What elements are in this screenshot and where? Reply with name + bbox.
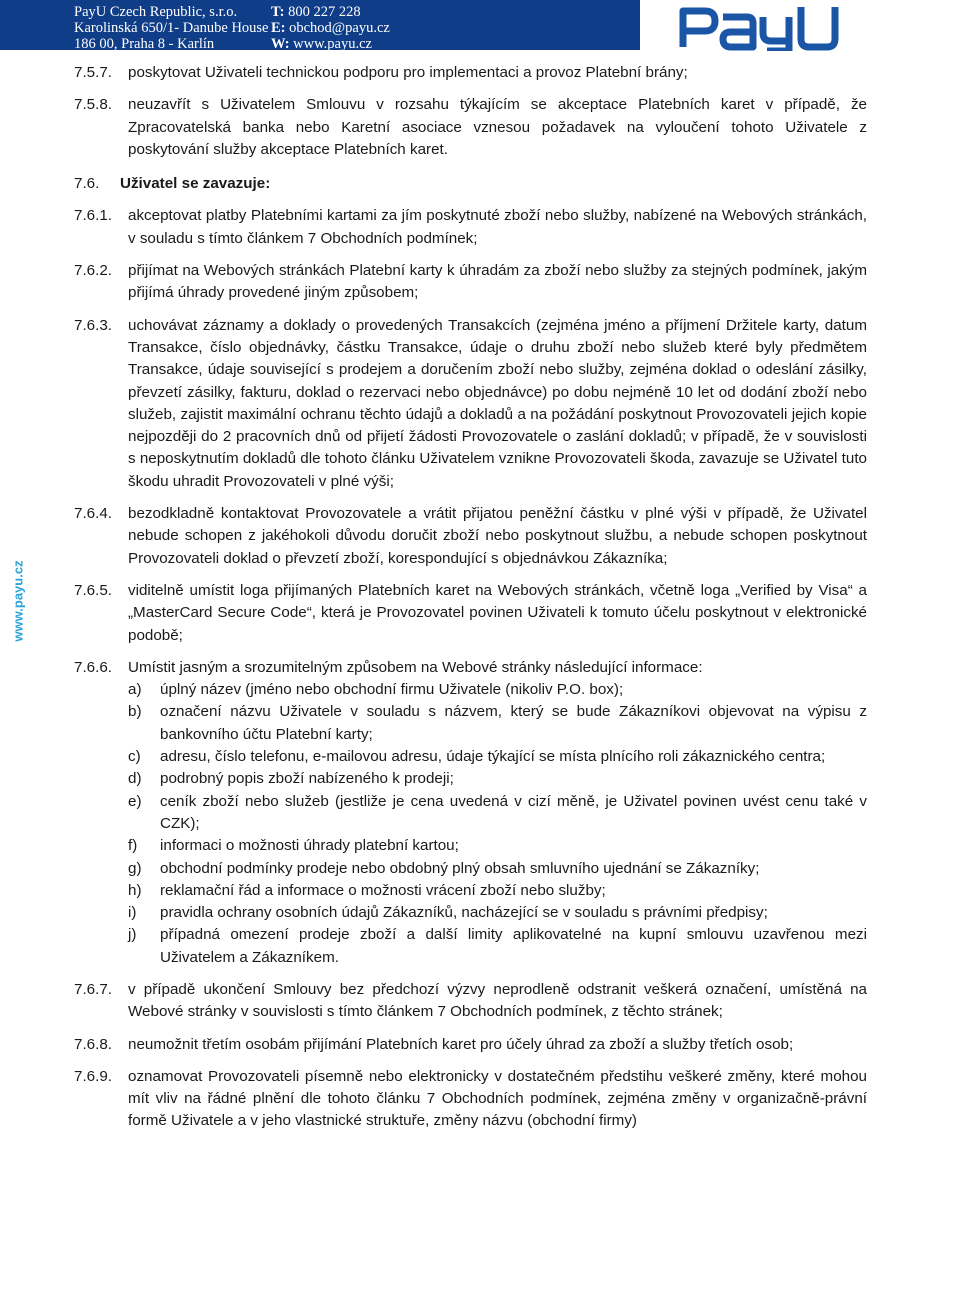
list-text: reklamační řád a informace o možnosti vrácení zboží nebo služby; [160,881,606,899]
list-item [128,880,867,902]
section-number: 7.6. [74,175,100,193]
company-city: 186 00, Praha 8 - Karlín [74,36,215,52]
clause-number: 7.6.7. [74,980,112,998]
clause-text: viditelně umístit loga přijímaných Platebních karet na Webových stránkách, včetně loga „Verified by Visa“ a „MasterCard Secure Code“, která je Provozovatel povinen Uživateli k tomuto účelu poskytnout v elektronické podobě; [128,581,867,644]
clause-number: 7.6.9. [74,1067,112,1085]
list-item [128,858,867,880]
company-address [74,4,269,52]
clause-text: v případě ukončení Smlouvy bez předchozí výzvy neprodleně odstranit veškerá označení, umístěná na Webové stránky v souvislosti s tímto článkem 7 Obchodních podmínek, z těchto stránek; [128,980,867,1021]
company-name: PayU Czech Republic, s.r.o. [74,4,238,20]
clause-text: neuzavřít s Uživatelem Smlouvu v rozsahu týkajícím se akceptace Platebních karet v případě, že Zpracovatelská banka nebo Karetní asociace vznesou požadavek na vyloučení tohoto Uživatele z poskytování služby akceptace Platebních karet. [128,96,867,158]
list-text: podrobný popis zboží nabízeného k prodeji; [160,770,454,788]
clause-text: bezodkladně kontaktovat Provozovatele a vrátit přijatou peněžní částku v plné výši v případě, že Uživatel nebude schopen z jakéhokoli důvodu doručit zboží nebo poskytnout službu, a nebude schopen poskytnout Provozovateli doklad o převzetí zboží, korespondující s objednávkou Zákazníka; [128,505,867,567]
list-text: adresu, číslo telefonu, e-mailovou adresu, údaje týkající se místa plnícího roli zákaznického centra; [160,748,826,766]
clause-number: 7.5.8. [74,96,112,114]
list-marker: i) [128,904,137,922]
list-item [128,835,867,857]
clause-7-5-8 [74,94,867,161]
list-marker: a) [128,681,142,699]
clause-number: 7.6.3. [74,316,112,334]
list-text: případná omezení prodeje zboží a další limity aplikovatelné na kupní smlouvu uzavřenou mezi Uživatelem a Zákazníkem. [160,926,867,966]
section-heading [74,173,867,195]
list-text: ceník zboží nebo služeb (jestliže je cena uvedená v cizí měně, je Uživatel povinen uvést cenu také v CZK); [160,792,867,832]
list-marker: b) [128,703,142,721]
clause-number: 7.6.2. [74,262,112,280]
section-title: Uživatel se zavazuje: [120,175,271,193]
clause-number: 7.6.8. [74,1035,112,1053]
clause-7-6-5 [74,580,867,647]
clause-body [128,657,867,969]
list-item [128,791,867,836]
list-text: úplný název (jméno nebo obchodní firmu Uživatele (nikoliv P.O. box); [160,681,624,699]
clause-text: neumožnit třetím osobám přijímání Platebních karet pro účely úhrad za zboží a služby třetích osob; [128,1035,794,1053]
list-marker: c) [128,748,141,766]
clause-7-6-2 [74,260,867,305]
list-item [128,746,867,768]
clause-number: 7.6.1. [74,207,112,225]
clause-text: přijímat na Webových stránkách Platební karty k úhradám za zboží nebo služby za stejných podmínek, jakým přijímá úhrady provedené jiným způsobem; [128,262,867,302]
list-marker: e) [128,792,142,810]
clause-7-6-3 [74,315,867,493]
list-text: pravidla ochrany osobních údajů Zákazníků, nacházející se v souladu s právními předpisy; [160,904,768,922]
list-marker: g) [128,859,142,877]
list-text: označení názvu Uživatele v souladu s názvem, který se bude Zákazníkovi objevovat na výpisu z bankovního účtu Platební karty; [160,703,867,743]
company-contacts [271,4,390,52]
list-item [128,768,867,790]
clause-7-6-9 [74,1066,867,1133]
company-street: Karolinská 650/1- Danube House [74,20,269,36]
clause-text: akceptovat platby Platebními kartami za jím poskytnuté zboží nebo služby, nabízené na Webových stránkách, v souladu s tímto článkem 7 Obchodních podmínek; [128,207,867,247]
list-item [128,924,867,969]
clause-7-6-6 [74,657,867,969]
clause-7-6-8 [74,1034,867,1056]
contact-phone: T: 800 227 228 [271,4,361,20]
contact-web: W: www.payu.cz [271,36,372,52]
list-text: informaci o možnosti úhrady platební kartou; [160,837,459,855]
clause-text: poskytovat Uživateli technickou podporu pro implementaci a provoz Platební brány; [128,64,688,81]
clause-7-6-7 [74,979,867,1024]
list-text: obchodní podmínky prodeje nebo obdobný plný obsah smluvního ujednání se Zákazníky; [160,859,760,877]
list-item [128,902,867,924]
sub-list [128,679,867,969]
clause-7-5-7 [74,62,867,84]
list-item [128,701,867,746]
clause-7-6-4 [74,503,867,570]
clause-number: 7.5.7. [74,64,112,81]
clause-text: Umístit jasným a srozumitelným způsobem na Webové stránky následující informace: [128,658,703,676]
clause-7-6-1 [74,205,867,250]
document-body [74,62,867,1143]
list-item [128,679,867,701]
clause-number: 7.6.4. [74,505,112,523]
clause-text: oznamovat Provozovateli písemně nebo elektronicky v dostatečném předstihu veškeré změny, které mohou mít vliv na řádné plnění dle tohoto článku 7 Obchodních podmínek, zejména změny v organizačně-právní formě Uživatele a v jeho vlastnické struktuře, změny názvu (obchodní firmy) [128,1067,867,1130]
clause-number: 7.6.6. [74,658,112,676]
side-url: www.payu.cz [10,560,26,642]
list-marker: j) [128,926,137,944]
payu-logo [677,3,843,51]
contact-email: E: obchod@payu.cz [271,20,390,36]
clause-text: uchovávat záznamy a doklady o provedených Transakcích (zejména jméno a příjmení Držitele karty, datum Transakce, číslo objednávky, částku Transakce, údaje o druhu zboží nebo služeb které byly předmětem Transakce, údaje související s prodejem a doručením zboží nebo služby, zejména doklad o odeslání zásilky, převzetí zásilky, fakturu, doklad o rezervaci nebo objednávce) po dobu nejméně 10 let od dodání zboží nebo služeb, zajistit maximální ochranu těchto údajů a dokladů a na požádání poskytnout Provozovateli jejich kopie nejpozději do 2 pracovních dnů od přijetí žádosti Provozovatele o zaslání dokladů; v případě, že v souvislosti s neposkytnutím dokladů dle tohoto článku Uživatelem vznikne Provozovateli škoda, zavazuje se Uživatel tuto škodu uhradit Provozovateli v plné výši; [128,316,867,490]
list-marker: h) [128,881,142,899]
list-marker: d) [128,770,142,788]
clause-number: 7.6.5. [74,581,112,599]
list-marker: f) [128,837,138,855]
